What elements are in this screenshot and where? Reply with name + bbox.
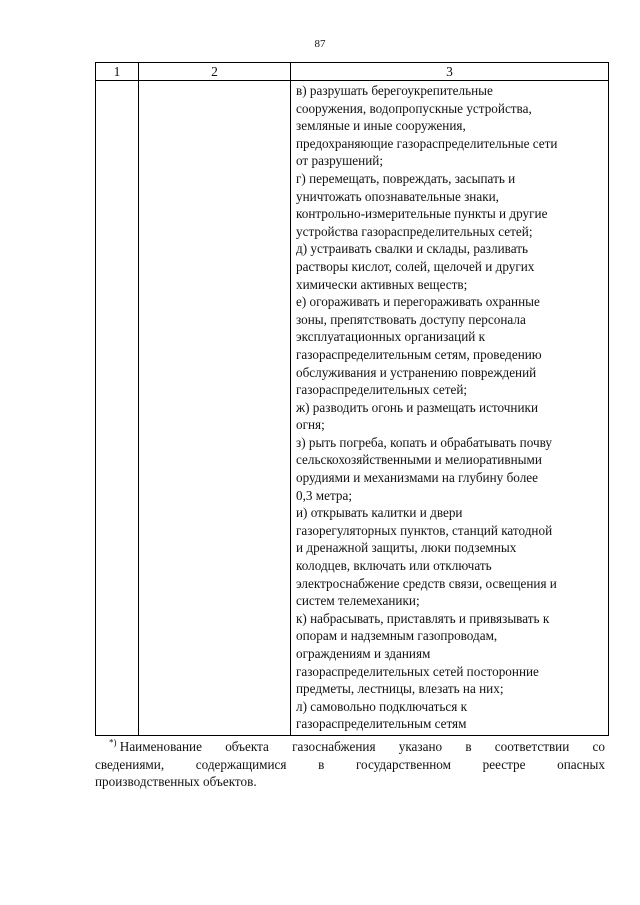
footnote-line-3: производственных объектов.	[95, 774, 257, 790]
table-cell-column-1	[96, 81, 139, 736]
content-line: и дренажной защиты, люки подземных	[296, 540, 517, 556]
page-number: 87	[314, 38, 326, 50]
footnote-line-2	[95, 756, 605, 774]
table-row	[96, 81, 609, 736]
content-line: ж) разводить огонь и размещать источники	[296, 399, 539, 415]
content-line: газораспределительных сетей;	[296, 382, 468, 398]
content-line: опорам и надземным газопроводам,	[296, 628, 498, 644]
content-line: газораспределительным сетям	[296, 716, 467, 732]
content-line: огня;	[296, 417, 325, 433]
footnote-word: государственном	[355, 756, 451, 772]
table-cell-column-2	[139, 81, 291, 736]
content-line: контрольно-измерительные пункты и другие	[296, 206, 548, 222]
content-line: г) перемещать, повреждать, засыпать и	[296, 170, 516, 186]
content-line: ограждениям и зданиям	[296, 646, 431, 661]
content-line: зоны, препятствовать доступу персонала	[296, 311, 526, 327]
table-cell-column-3	[291, 81, 609, 736]
content-line: е) огораживать и перегораживать охранные	[296, 294, 540, 310]
content-line: устройства газораспределительных сетей;	[296, 223, 533, 239]
footnote-word: содержащимися	[195, 756, 287, 772]
content-line: от разрушений;	[296, 153, 383, 169]
content-line: колодцев, включать или отключать	[296, 558, 492, 574]
footnote-word: реестре	[482, 756, 526, 772]
content-line: сооружения, водопропускные устройства,	[296, 100, 532, 116]
content-line: в) разрушать берегоукрепительные	[296, 83, 493, 98]
content-line: предметы, лестницы, влезать на них;	[296, 681, 504, 697]
content-line: эксплуатационных организаций к	[296, 329, 486, 345]
content-line: д) устраивать свалки и склады, разливать	[296, 241, 528, 257]
footnote-word: соответствии	[494, 739, 570, 754]
content-line: уничтожать опознавательные знаки,	[296, 188, 499, 204]
column-header-1: 1	[96, 63, 139, 81]
footnote-word: газоснабжения	[292, 739, 376, 754]
footnote-word: опасных	[557, 756, 605, 772]
content-line: и) открывать калитки и двери	[296, 505, 463, 521]
content-line: з) рыть погреба, копать и обрабатывать почву	[296, 434, 552, 450]
footnote-word: *) Наименование	[109, 737, 202, 754]
footnote-word: объекта	[225, 739, 269, 754]
footnote-mark: *)	[109, 737, 117, 748]
table-header-row	[96, 63, 609, 81]
content-table	[95, 62, 609, 736]
content-line: растворы кислот, солей, щелочей и других	[296, 258, 535, 274]
content-line: к) набрасывать, приставлять и привязывать к	[296, 610, 550, 626]
content-line: 0,3 метра;	[296, 487, 353, 503]
footnote-word: со	[592, 739, 605, 754]
content-line: земляные и иные сооружения,	[296, 118, 466, 134]
footnote-word: в	[318, 756, 325, 772]
footnote-word: указано	[398, 739, 443, 754]
content-line: л) самовольно подключаться к	[296, 698, 468, 714]
footnote-word: сведениями,	[95, 756, 165, 772]
footnote	[95, 738, 605, 791]
footnote-word: в	[465, 739, 472, 754]
column-header-3: 3	[291, 63, 609, 81]
content-line: систем телемеханики;	[296, 593, 420, 609]
content-line: обслуживания и устранению повреждений	[296, 364, 537, 380]
content-line: химически активных веществ;	[296, 276, 468, 292]
content-line: орудиями и механизмами на глубину более	[296, 470, 538, 486]
footnote-line-1	[95, 738, 605, 756]
content-line: сельскохозяйственными и мелиоративными	[296, 452, 542, 468]
content-line: предохраняющие газораспределительные сети	[296, 135, 558, 151]
content-line: газорегуляторных пунктов, станций катодной	[296, 522, 553, 538]
content-line: газораспределительным сетям, проведению	[296, 346, 542, 362]
content-line: газораспределительных сетей посторонние	[296, 663, 539, 679]
column-header-2: 2	[139, 63, 291, 81]
content-line: электроснабжение средств связи, освещения и	[296, 575, 557, 591]
